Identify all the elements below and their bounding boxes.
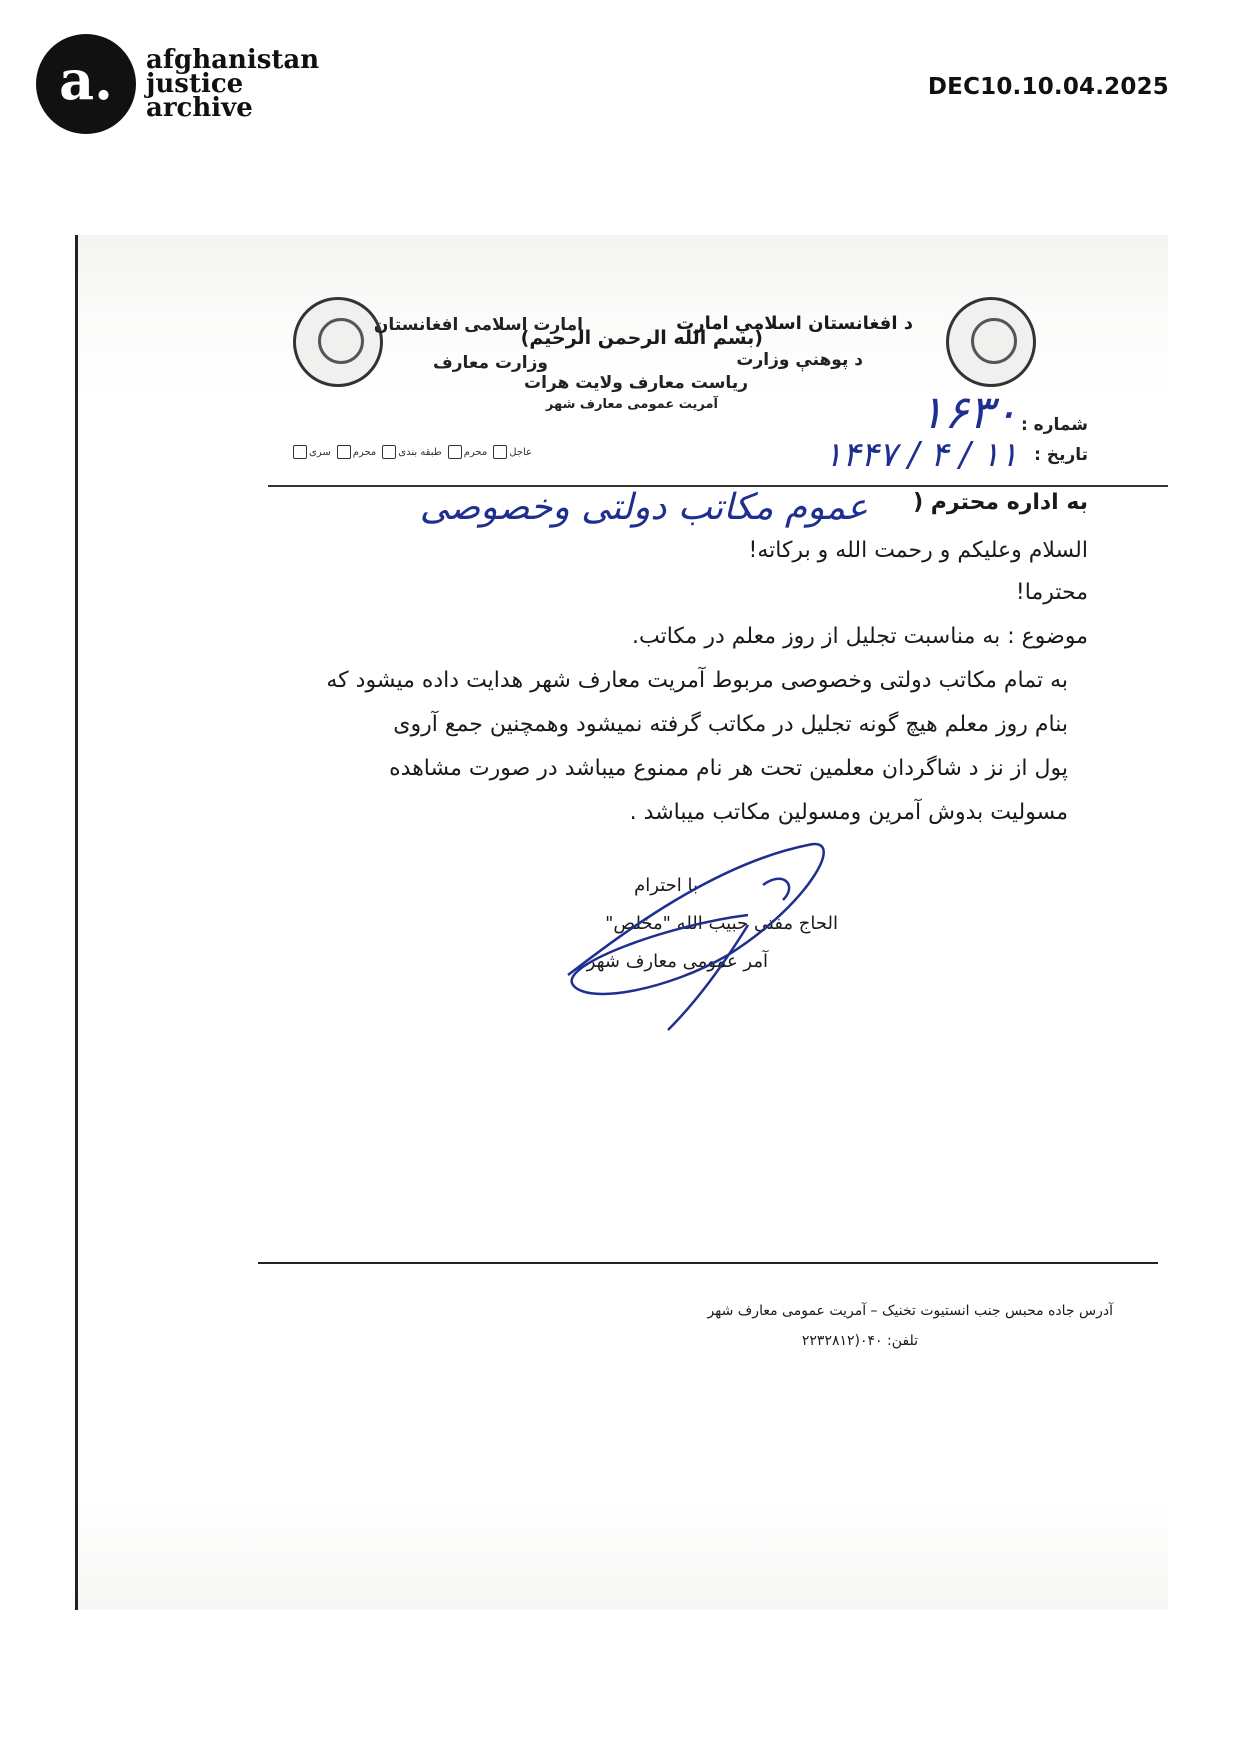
classification-option: محرم [337,445,377,459]
ministry-seal-icon [293,297,383,387]
signature-scribble-icon [548,825,848,1035]
classification-option: محرم [448,445,488,459]
checkbox-icon [493,445,507,459]
document-id: DEC10.10.04.2025 [927,74,1169,100]
addressee-label: به اداره محترم ( [913,490,1088,515]
closing: با احترام [634,875,698,896]
archive-name-line: afghanistan [146,45,320,75]
archive-logo-mark: a. [59,48,113,112]
emirate-emblem-icon [946,297,1036,387]
greeting: السلام وعلیکم و رحمت الله و برکاته! [748,538,1088,563]
salutation: محترما! [1015,580,1088,605]
scanned-letter [75,235,1168,1610]
archive-name-line: archive [146,93,253,123]
classification-option: طبقه بندی [382,445,441,459]
left-emblem-title: امارت اسلامی افغانستان [373,315,583,335]
right-ministry: د پوهنې وزارت [736,350,863,370]
archive-name [146,45,320,123]
right-emblem-title: د افغانستان اسلامي امارت [676,313,913,334]
date-label: تاریخ : [1034,445,1088,465]
date-value-handwritten: ۱۱ / ۴ / ۱۴۴۷ [824,435,1018,475]
subject-line: موضوع : به مناسبت تجلیل از روز معلم در مکاتب. [631,624,1088,649]
checkbox-icon [337,445,351,459]
signatory-title: آمر عمومی معارف شهر [586,951,768,972]
checkbox-icon [382,445,396,459]
footer-address: آدرس جاده محبس جنب انستیوت تخنیک – آمریت عمومی معارف شهر [707,1303,1113,1319]
basmala: (بسم الله الرحمن الرحیم) [520,327,763,349]
number-value-handwritten: ۱۶۳۰ [919,385,1018,439]
footer-divider [258,1262,1158,1264]
body-line: مسولیت بدوش آمرین ومسولین مکاتب میباشد . [629,800,1068,825]
classification-option: سری [293,445,331,459]
classification-option: عاجل [493,445,532,459]
body-line: پول از نز د شاگردان معلمین تحت هر نام ممنوع میباشد در صورت مشاهده [389,756,1068,781]
left-ministry: وزارت معارف [432,353,548,373]
addressee-handwritten: عموم مکاتب دولتی وخصوصی [419,487,868,528]
archive-name-line: justice [146,69,244,99]
directorate: ریاست معارف ولایت هرات [524,373,748,393]
classification-checkboxes [293,445,532,459]
body-line: بنام روز معلم هیچ گونه تجلیل در مکاتب گرفته نمیشود وهمچنین جمع آروی [393,712,1068,737]
footer-phone: تلفن: ۰۴۰(۲۲۳۲۸۱۲ [801,1333,918,1349]
signatory-name: الحاج مفتی حبیب الله "مخلص" [605,913,838,934]
number-label: شماره : [1020,415,1088,435]
body-line: به تمام مکاتب دولتی وخصوصی مربوط آمریت معارف شهر هدایت داده میشود که [326,668,1068,693]
checkbox-icon [448,445,462,459]
sub-directorate: آمریت عمومی معارف شهر [545,397,718,412]
checkbox-icon [293,445,307,459]
